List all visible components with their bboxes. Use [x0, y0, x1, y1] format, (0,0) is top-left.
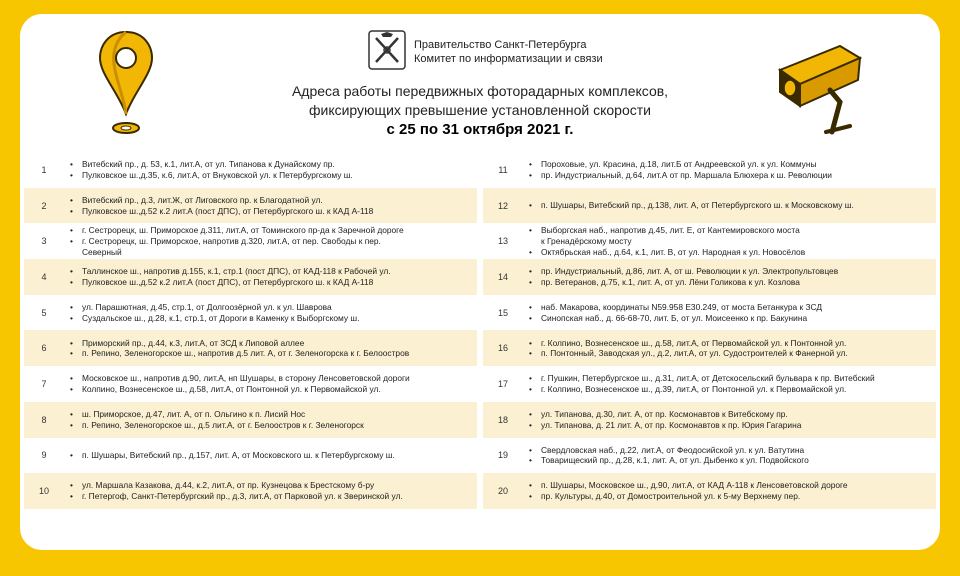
row-number: 8	[41, 414, 47, 425]
row-number: 10	[38, 486, 49, 497]
title-line-1: Адреса работы передвижных фоторадарных комплексов,	[291, 83, 669, 99]
address-cell-left	[24, 152, 477, 188]
row-number: 6	[41, 343, 47, 354]
row-number: 19	[497, 450, 508, 461]
address-lines	[529, 200, 854, 211]
address-line: • г. Сестрорецк, ш. Приморское, напротив д.320, лит.А, от пер. Свободы к пер.	[70, 236, 404, 247]
address-cell-right	[483, 188, 936, 224]
address-line: • Суздальское ш., д.28, к.1, стр.1, от Дороги в Каменку к Выборгскому ш.	[70, 313, 359, 324]
address-line: • г. Петергоф, Санкт-Петербургский пр., д.3, лит.А, от Парковой ул. к Зверинской ул.	[70, 491, 403, 502]
address-lines	[70, 480, 403, 501]
addresses-table	[24, 152, 936, 509]
address-line: • Октябрьская наб., д.64, к.1, лит. В, от ул. Народная к ул. Новосёлов	[529, 247, 805, 258]
address-line: к Гренадёрскому мосту	[541, 235, 632, 246]
address-line: Северный	[82, 246, 122, 257]
address-line: • пр. Культуры, д.40, от Домостроительной ул. к 5-му Верхнему пер.	[529, 491, 848, 502]
address-line: • Витебский пр., д. 53, к.1, лит.А, от ул. Типанова к Дунайскому пр.	[70, 159, 353, 170]
address-line: • Пулковское ш.,д.35, к.6, лит.А, от Внуковской ул. к Петербургскому ш.	[70, 170, 353, 181]
table-row	[24, 402, 936, 438]
address-cell-left	[24, 438, 477, 474]
address-line: • ш. Приморское, д.47, лит. А, от п. Ольгино к п. Лисий Нос	[70, 409, 364, 420]
address-cell-right	[483, 402, 936, 438]
table-row	[24, 366, 936, 402]
address-cell-right	[483, 366, 936, 402]
address-line: • наб. Макарова, координаты N59.958 E30.249, от моста Бетанкура к ЗСД	[529, 302, 822, 313]
address-lines	[529, 480, 848, 501]
organization-name	[414, 38, 603, 66]
address-lines	[70, 338, 409, 359]
row-number: 18	[497, 414, 508, 425]
address-line: • п. Шушары, Московское ш., д.90, лит.А, от КАД А-118 к Ленсоветовской дороге	[529, 480, 848, 491]
address-cell-right	[483, 438, 936, 474]
row-number: 16	[497, 343, 508, 354]
table-row	[24, 152, 936, 188]
address-line: • Товарищеский пр., д.28, к.1, лит. А, от ул. Дыбенко к ул. Подвойского	[529, 455, 809, 466]
address-cell-right	[483, 259, 936, 295]
title-line-2: фиксирующих превышение установленной скорости	[308, 102, 651, 118]
address-line: • Пороховые, ул. Красина, д.18, лит.Б от Андреевской ул. к ул. Коммуны	[529, 159, 832, 170]
address-line: • Синопская наб., д. 66-68-70, лит. Б, от ул. Моисеенко к пр. Бакунина	[529, 313, 822, 324]
address-cell-left	[24, 259, 477, 295]
address-line: • г. Колпино, Вознесенское ш., д.39, лит.А, от Понтонной ул. к Первомайской ул.	[529, 384, 875, 395]
address-lines	[70, 266, 391, 287]
address-cell-left	[24, 295, 477, 331]
address-cell-right	[483, 295, 936, 331]
address-line: • Таллинское ш., напротив д.155, к.1, стр.1 (пост ДПС), от КАД-118 к Рабочей ул.	[70, 266, 391, 277]
row-number: 9	[41, 450, 47, 461]
row-number: 5	[41, 307, 47, 318]
address-lines	[529, 302, 822, 323]
address-line: • Московское ш., напротив д.90, лит.А, нп Шушары, в сторону Ленсоветовской дороги	[70, 373, 410, 384]
org-line-1: Правительство Санкт-Петербурга	[414, 39, 587, 51]
address-cell-left	[24, 223, 477, 259]
address-cell-right	[483, 223, 936, 259]
page-title	[200, 82, 760, 139]
address-line: • Свердловская наб., д.22, лит.А, от Феодосийской ул. к ул. Ватутина	[529, 445, 809, 456]
address-line: • Пулковское ш.,д.52 к.2 лит.А (пост ДПС), от Петербургского ш. к КАД А-118	[70, 277, 391, 288]
row-number: 13	[497, 236, 508, 247]
row-number: 20	[497, 486, 508, 497]
address-line: • ул. Типанова, д. 21 лит. А, от пр. Космонавтов к пр. Юрия Гагарина	[529, 420, 801, 431]
address-cell-left	[24, 188, 477, 224]
address-lines	[70, 450, 395, 461]
address-lines	[70, 302, 359, 323]
title-dates: с 25 по 31 октября 2021 г.	[386, 121, 574, 138]
table-row	[24, 223, 936, 259]
address-cell-left	[24, 366, 477, 402]
address-lines	[529, 225, 805, 257]
address-line: • Выборгская наб., напротив д.45, лит. Е, от Кантемировского моста	[529, 225, 805, 236]
address-line: • пр. Ветеранов, д.75, к.1, лит. А, от ул. Лёни Голикова к ул. Козлова	[529, 277, 838, 288]
row-number: 3	[41, 236, 47, 247]
address-cell-right	[483, 330, 936, 366]
address-line: • г. Пушкин, Петербургское ш., д.31, лит.А, от Детскосельский бульвара к пр. Витебский	[529, 373, 875, 384]
address-line: • Приморский пр., д.44, к.3, лит.А, от ЗСД к Липовой аллее	[70, 338, 409, 349]
address-cell-right	[483, 473, 936, 509]
address-cell-left	[24, 402, 477, 438]
address-lines	[70, 225, 404, 257]
table-row	[24, 438, 936, 474]
address-line: • г. Сестрорецк, ш. Приморское д.311, лит.А, от Томинского пр-да к Заречной дороге	[70, 225, 404, 236]
row-number: 17	[497, 378, 508, 389]
address-lines	[70, 159, 353, 180]
address-line: • пр. Индустриальный, д.86, лит. А, от ш. Революции к ул. Электропультовцев	[529, 266, 838, 277]
speed-camera-icon	[770, 40, 866, 140]
row-number: 14	[497, 271, 508, 282]
address-line: • ул. Парашютная, д.45, стр.1, от Долгоозёрной ул. к ул. Шаврова	[70, 302, 359, 313]
address-cell-left	[24, 473, 477, 509]
address-lines	[529, 373, 875, 394]
address-line: • п. Понтонный, Заводская ул., д.2, лит.А, от ул. Судостроителей к Фанерной ул.	[529, 348, 848, 359]
table-row	[24, 473, 936, 509]
address-line: • ул. Маршала Казакова, д.44, к.2, лит.А, от пр. Кузнецова к Брестскому б-ру	[70, 480, 403, 491]
address-lines	[529, 409, 801, 430]
row-number: 12	[497, 200, 508, 211]
address-line: • г. Колпино, Вознесенское ш., д.58, лит.А, от Первомайской ул. к Понтонной ул.	[529, 338, 848, 349]
address-cell-right	[483, 152, 936, 188]
org-line-2: Комитет по информатизации и связи	[414, 53, 603, 65]
address-line: • п. Шушары, Витебский пр., д.157, лит. А, от Московского ш. к Петербургскому ш.	[70, 450, 395, 461]
address-lines	[529, 338, 848, 359]
address-cell-left	[24, 330, 477, 366]
table-row	[24, 188, 936, 224]
address-line: • п. Репино, Зеленогорское ш., напротив д.5 лит. А, от г. Зеленогорска к г. Белоостров	[70, 348, 409, 359]
address-lines	[529, 159, 832, 180]
row-number: 11	[498, 164, 508, 175]
address-line: • п. Шушары, Витебский пр., д.138, лит. А, от Петербургского ш. к Московскому ш.	[529, 200, 854, 211]
row-number: 15	[497, 307, 508, 318]
address-line: • ул. Типанова, д.30, лит. А, от пр. Космонавтов к Витебскому пр.	[529, 409, 801, 420]
table-row	[24, 295, 936, 331]
address-line: • Витебский пр., д.3, лит.Ж, от Лиговского пр. к Благодатной ул.	[70, 195, 373, 206]
address-line: • пр. Индустриальный, д.64, лит.А от пр. Маршала Блюхера к ш. Революции	[529, 170, 832, 181]
address-lines	[529, 266, 838, 287]
row-number: 4	[41, 271, 47, 282]
address-lines	[70, 195, 373, 216]
address-line: • п. Репино, Зеленогорское ш., д.5 лит.А, от г. Белоостров к г. Зеленогорск	[70, 420, 364, 431]
map-pin-icon	[96, 28, 156, 138]
address-lines	[529, 445, 809, 466]
table-row	[24, 330, 936, 366]
address-lines	[70, 373, 410, 394]
row-number: 1	[41, 164, 47, 175]
table-row	[24, 259, 936, 295]
spb-coat-of-arms-icon	[368, 30, 406, 70]
address-line: • Пулковское ш.,д.52 к.2 лит.А (пост ДПС), от Петербургского ш. к КАД А-118	[70, 206, 373, 217]
address-line: • Колпино, Вознесенское ш., д.58, лит.А, от Понтонной ул. к Первомайской ул.	[70, 384, 410, 395]
address-lines	[70, 409, 364, 430]
row-number: 7	[41, 378, 47, 389]
row-number: 2	[41, 200, 47, 211]
